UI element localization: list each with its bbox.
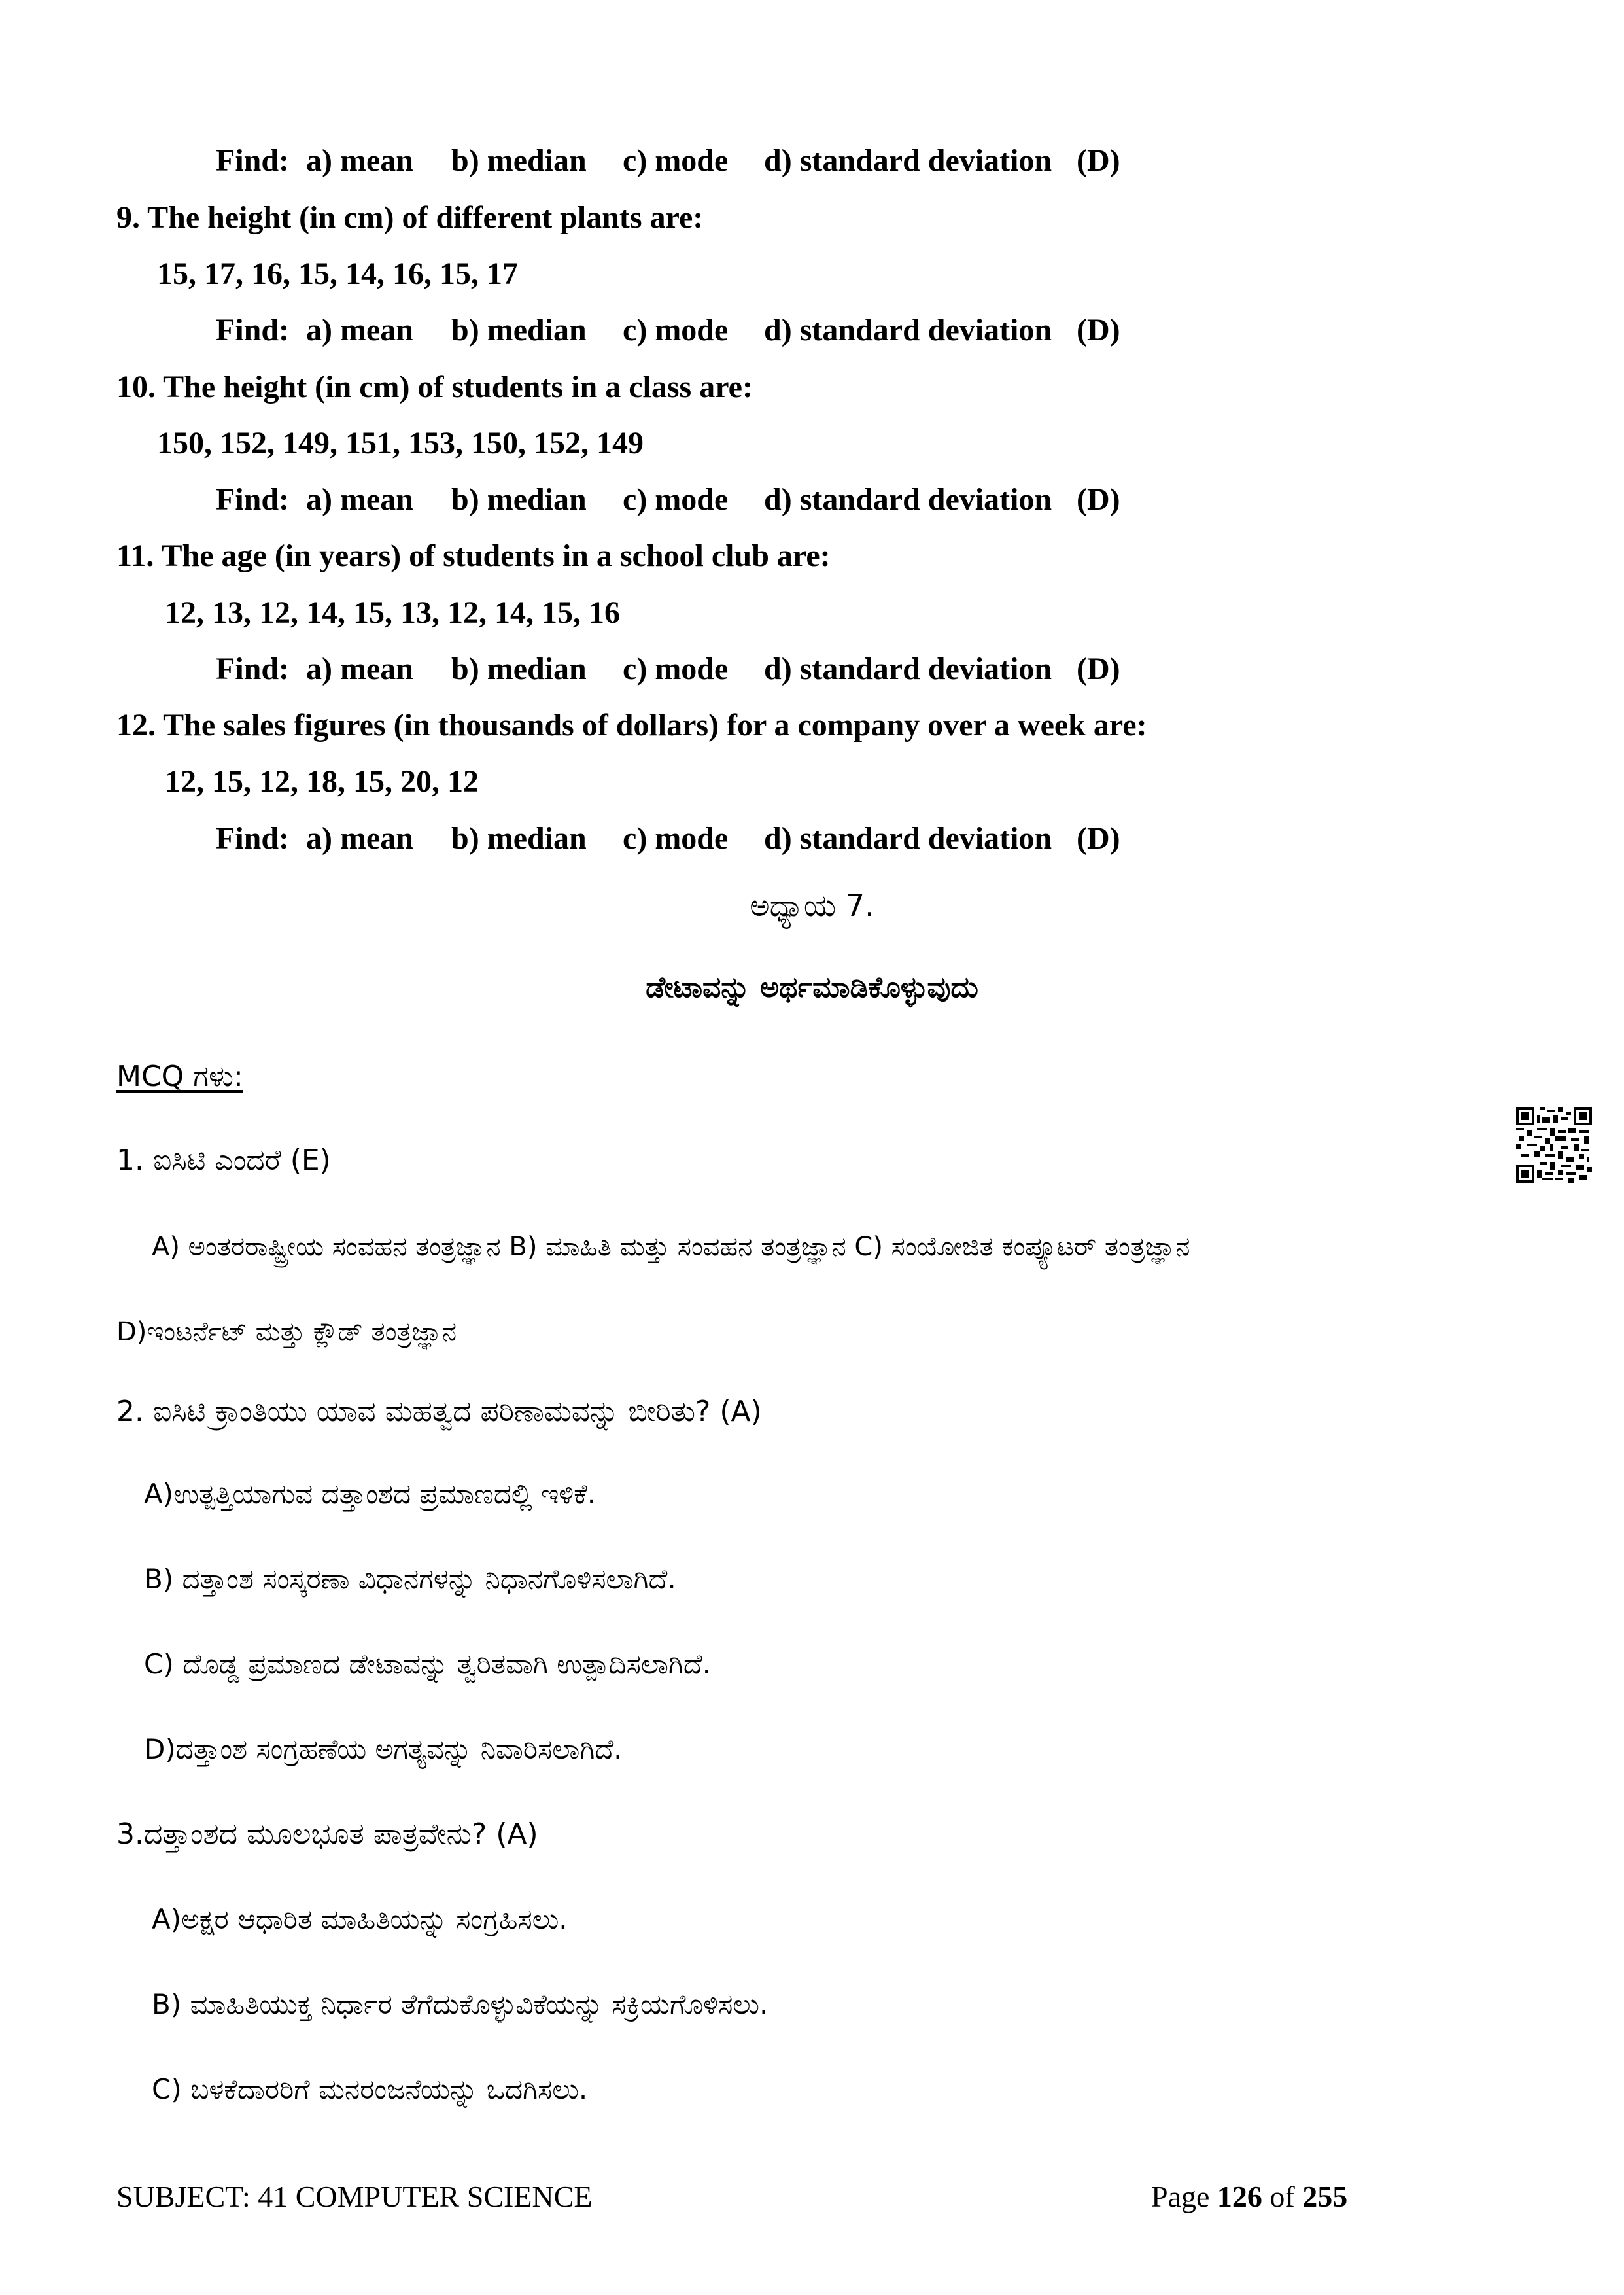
question-10: 10. The height (in cm) of students in a class are:	[116, 370, 753, 404]
mcq-1-option-d: D)ಇಂಟರ್ನೆಟ್ ಮತ್ತು ಕ್ಲೌಡ್ ತಂತ್ರಜ್ಞಾನ	[116, 1317, 457, 1347]
question-11-values: 12, 13, 12, 14, 15, 13, 12, 14, 15, 16	[165, 595, 620, 630]
mcq-2-option-d: D)ದತ್ತಾಂಶ ಸಂಗ್ರಹಣೆಯ ಅಗತ್ಯವನ್ನು ನಿವಾರಿಸಲಾಗಿದೆ.	[144, 1733, 623, 1765]
chapter-heading: ಅಧ್ಯಾಯ 7.	[750, 888, 874, 923]
mcq-1-question: 1. ಐಸಿಟಿ ಎಂದರೆ (E)	[116, 1144, 331, 1177]
mcq-3-question: 3.ದತ್ತಾಂಶದ ಮೂಲಭೂತ ಪಾತ್ರವೇನು? (A)	[116, 1817, 538, 1851]
mcq-2-question: 2. ಐಸಿಟಿ ಕ್ರಾಂತಿಯು ಯಾವ ಮಹತ್ವದ ಪರಿಣಾಮವನ್ನು ಬೀರಿತು? (A)	[116, 1395, 762, 1428]
find-line: Find: a) mean b) median c) mode d) standard deviation (D)	[216, 482, 1120, 517]
mcq-heading: MCQ ಗಳು:	[116, 1060, 243, 1093]
mcq-1-options: A) ಅಂತರರಾಷ್ಟ್ರೀಯ ಸಂವಹನ ತಂತ್ರಜ್ಞಾನ B) ಮಾಹಿತಿ ಮತ್ತು ಸಂವಹನ ತಂತ್ರಜ್ಞಾನ C) ಸಂಯೋಜಿತ ಕಂಪ್ಯೂಟರ್ ತಂತ್ರಜ್ಞಾನ	[152, 1232, 1190, 1262]
find-line: Find: a) mean b) median c) mode d) standard deviation (D)	[216, 143, 1120, 178]
mcq-2-option-b: B) ದತ್ತಾಂಶ ಸಂಸ್ಕರಣಾ ವಿಧಾನಗಳನ್ನು ನಿಧಾನಗೊಳಿಸಲಾಗಿದೆ.	[144, 1563, 676, 1595]
mcq-3-option-c: C) ಬಳಕೆದಾರರಿಗೆ ಮನರಂಜನೆಯನ್ನು ಒದಗಿಸಲು.	[152, 2073, 588, 2105]
mcq-2-option-c: C) ದೊಡ್ಡ ಪ್ರಮಾಣದ ಡೇಟಾವನ್ನು ತ್ವರಿತವಾಗಿ ಉತ್ಪಾದಿಸಲಾಗಿದೆ.	[144, 1648, 712, 1680]
footer-page-number: Page 126 of 255	[1151, 2180, 1348, 2213]
find-line: Find: a) mean b) median c) mode d) standard deviation (D)	[216, 652, 1120, 686]
find-line: Find: a) mean b) median c) mode d) standard deviation (D)	[216, 313, 1120, 347]
question-10-values: 150, 152, 149, 151, 153, 150, 152, 149	[157, 426, 644, 461]
mcq-3-option-b: B) ಮಾಹಿತಿಯುಕ್ತ ನಿರ್ಧಾರ ತೆಗೆದುಕೊಳ್ಳುವಿಕೆಯನ್ನು ಸಕ್ರಿಯಗೊಳಿಸಲು.	[152, 1988, 769, 2020]
question-12-values: 12, 15, 12, 18, 15, 20, 12	[165, 764, 479, 799]
question-12: 12. The sales figures (in thousands of dollars) for a company over a week are:	[116, 708, 1147, 743]
footer-subject: SUBJECT: 41 COMPUTER SCIENCE	[116, 2180, 593, 2213]
question-9-values: 15, 17, 16, 15, 14, 16, 15, 17	[157, 256, 518, 291]
find-line: Find: a) mean b) median c) mode d) standard deviation (D)	[216, 821, 1120, 856]
mcq-3-option-a: A)ಅಕ್ಷರ ಆಧಾರಿತ ಮಾಹಿತಿಯನ್ನು ಸಂಗ್ರಹಿಸಲು.	[152, 1903, 568, 1935]
chapter-title: ಡೇಟಾವನ್ನು ಅರ್ಥಮಾಡಿಕೊಳ್ಳುವುದು	[646, 971, 978, 1004]
mcq-2-option-a: A)ಉತ್ಪತ್ತಿಯಾಗುವ ದತ್ತಾಂಶದ ಪ್ರಮಾಣದಲ್ಲಿ ಇಳಿಕೆ.	[144, 1478, 596, 1510]
question-11: 11. The age (in years) of students in a school club are:	[116, 538, 831, 573]
question-9: 9. The height (in cm) of different plants are:	[116, 200, 704, 235]
qr-code-icon	[1516, 1107, 1592, 1183]
